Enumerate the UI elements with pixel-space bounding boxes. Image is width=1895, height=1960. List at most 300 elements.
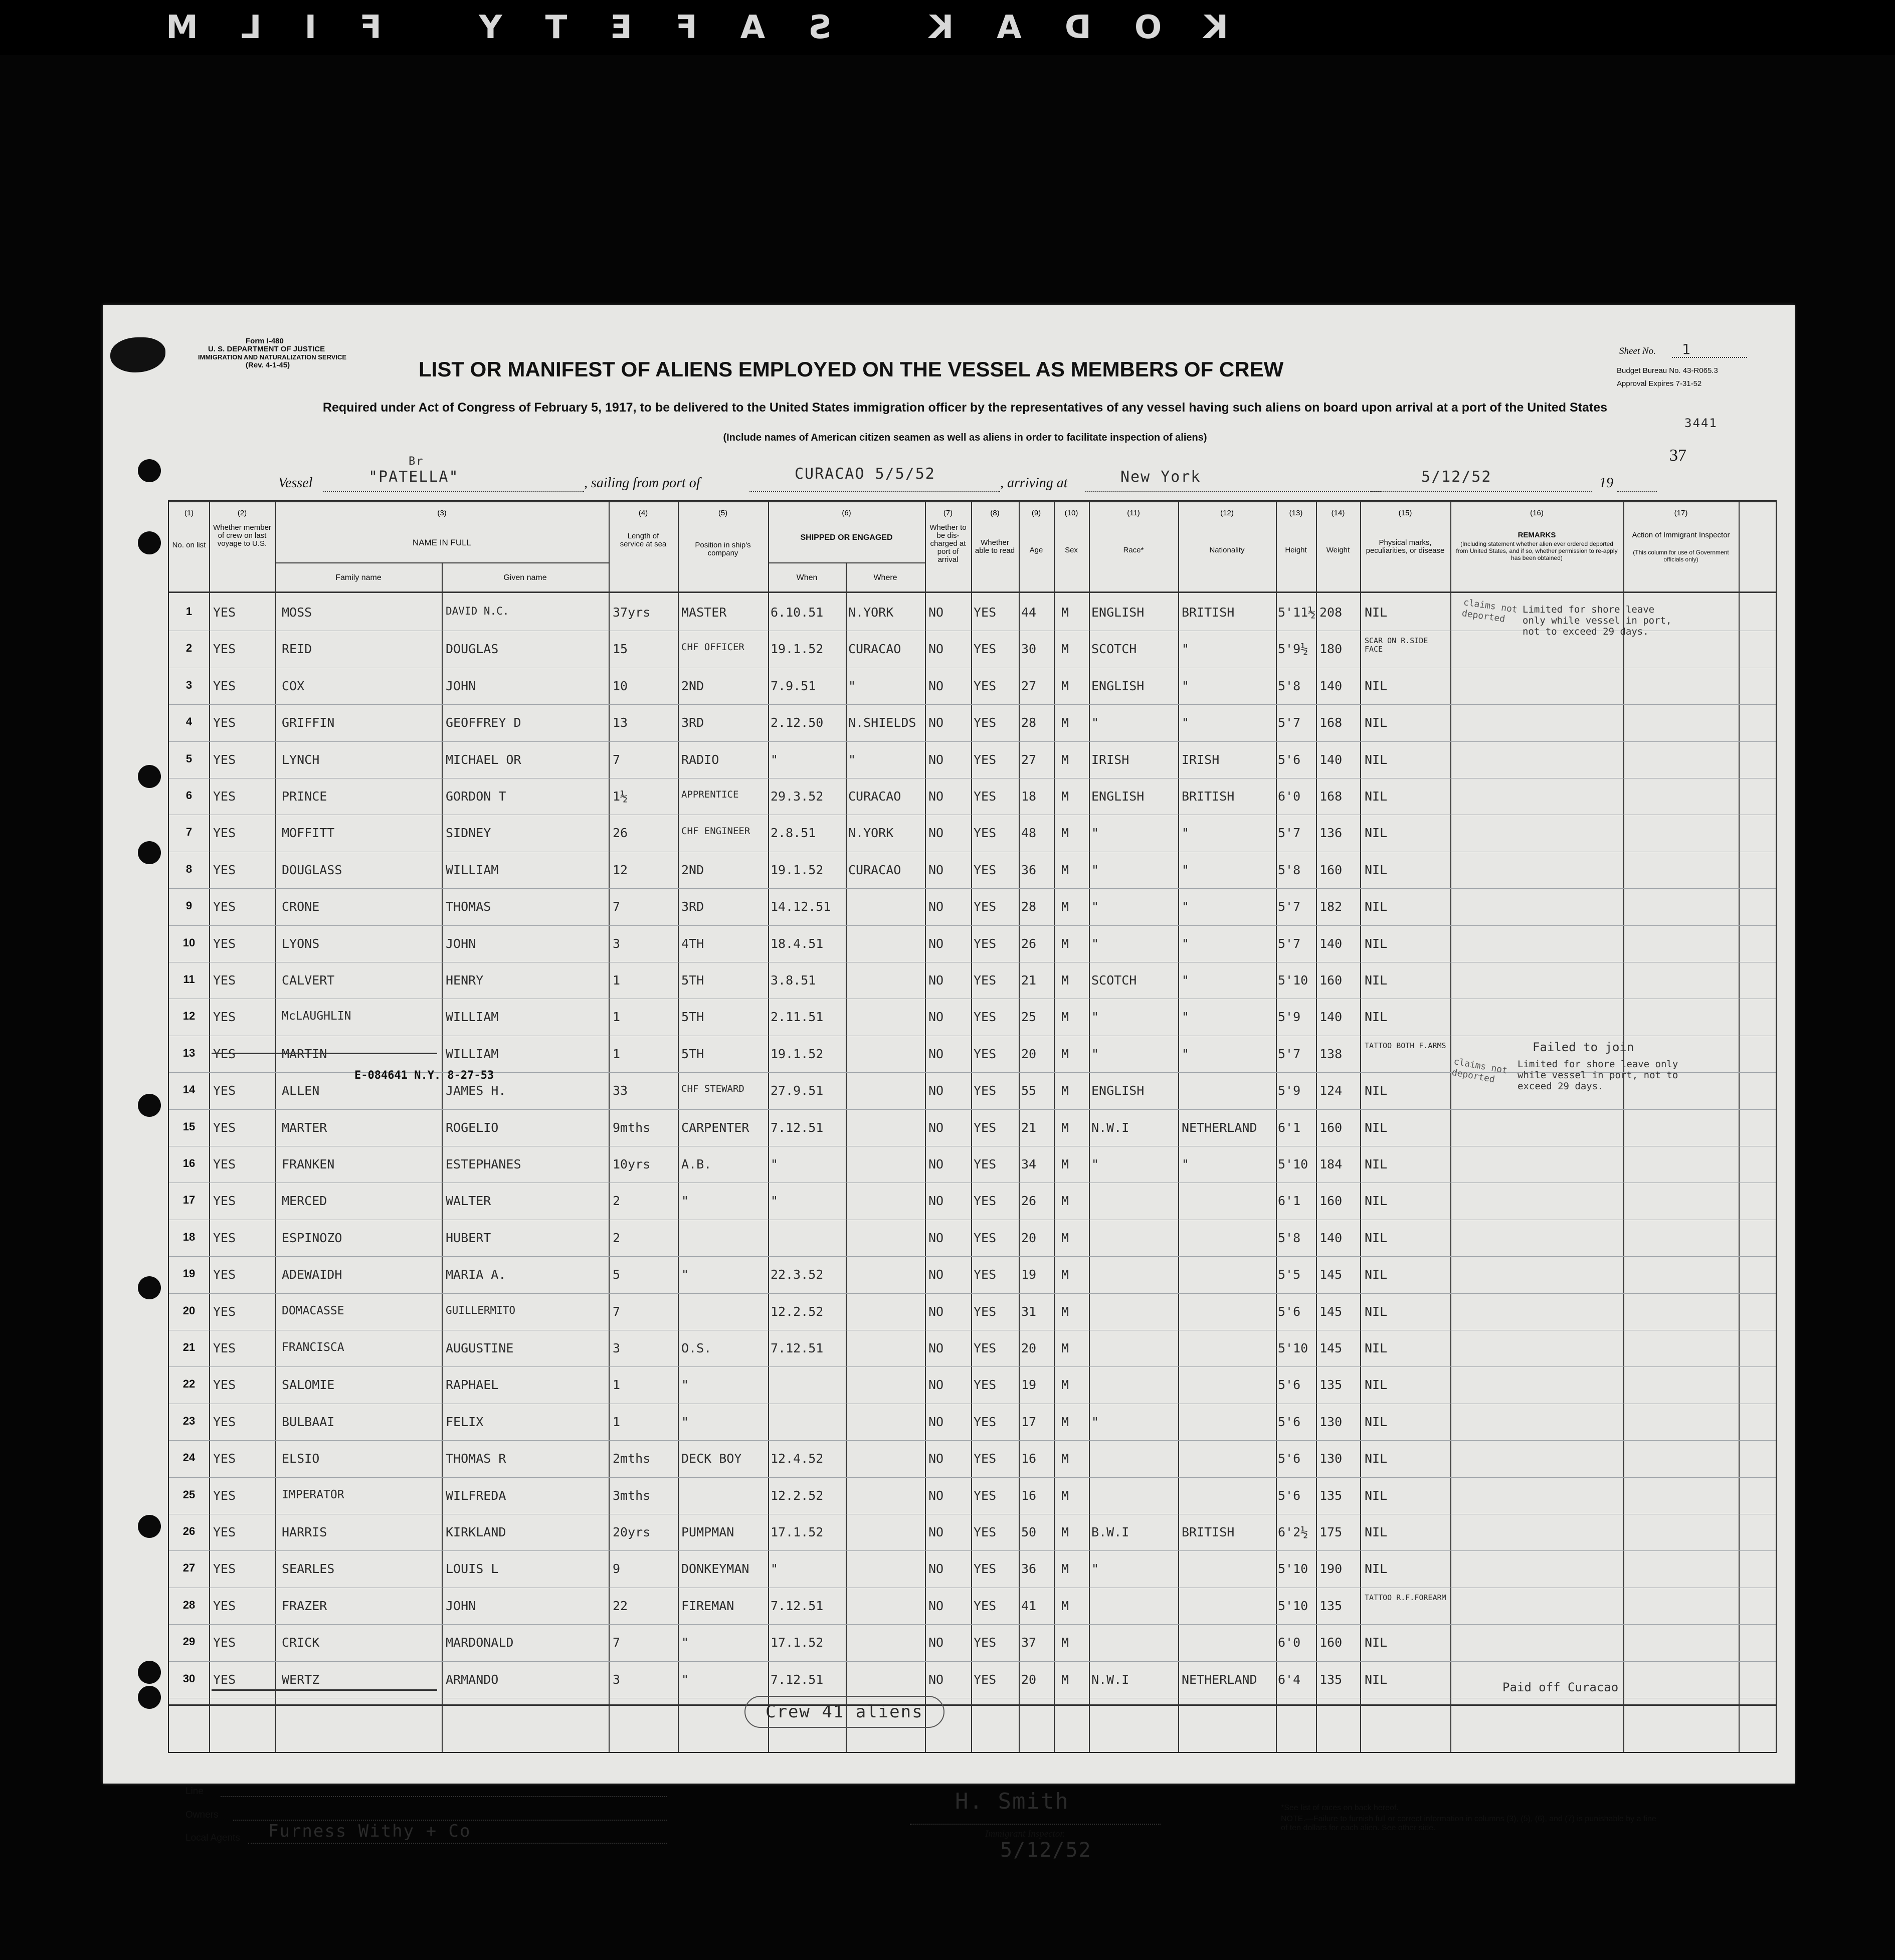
cell-read: YES xyxy=(974,862,997,877)
cell-race: " xyxy=(1091,826,1099,841)
cell-nationality: BRITISH xyxy=(1182,789,1235,804)
cell-weight: 138 xyxy=(1319,1046,1343,1061)
cell-service: 7 xyxy=(613,1635,621,1650)
cell-race: " xyxy=(1091,862,1099,877)
cell-read: YES xyxy=(974,826,997,841)
cell-prev-voyage: YES xyxy=(213,678,236,693)
cell-sex: M xyxy=(1061,1230,1069,1245)
sheet-number: 1 xyxy=(1682,341,1691,357)
row-rule xyxy=(169,1440,1776,1441)
cell-prev-voyage: YES xyxy=(213,1525,236,1539)
page-number: 37 xyxy=(1669,446,1686,465)
fine-note: NOTE.—Failure to furnish full or correct information in columns (3), (5), (6), and (7) is punishable by a fine of ten dollars for each alien. See other side. xyxy=(1281,1815,1656,1832)
row-number: 14 xyxy=(182,1083,196,1096)
cell-age: 30 xyxy=(1021,642,1037,657)
cell-height: 5'7 xyxy=(1278,1046,1301,1061)
cell-position: A.B. xyxy=(681,1157,712,1171)
approval-expires: Approval Expires 7-31-52 xyxy=(1617,379,1702,388)
cell-given-name: HENRY xyxy=(446,973,484,988)
row-rule xyxy=(169,1477,1776,1478)
col-num-5: (5) xyxy=(718,509,728,517)
cell-marks: NIL xyxy=(1365,1010,1388,1025)
row16-stamp: Limited for shore leave only while vessel in port, not to exceed 29 days. xyxy=(1518,1059,1678,1092)
cell-read: YES xyxy=(974,936,997,951)
cell-given-name: WILLIAM xyxy=(446,1046,499,1061)
cell-where: CURACAO xyxy=(848,862,901,877)
cell-age: 20 xyxy=(1021,1046,1037,1061)
col-header-position: Position in ship's company xyxy=(695,541,751,557)
cell-prev-voyage: YES xyxy=(213,752,236,767)
cell-height: 6'0 xyxy=(1278,1635,1301,1650)
cell-service: 12 xyxy=(613,862,628,877)
cell-marks: NIL xyxy=(1365,973,1388,988)
punch-hole xyxy=(138,459,161,482)
cell-marks: NIL xyxy=(1365,1083,1388,1098)
cell-marks: TATTOO R.F.FOREARM xyxy=(1365,1593,1446,1602)
cell-marks: NIL xyxy=(1365,1525,1388,1539)
cell-age: 21 xyxy=(1021,1120,1037,1135)
cell-service: 3 xyxy=(613,1341,621,1355)
cell-when: 14.12.51 xyxy=(771,899,831,914)
row-number: 30 xyxy=(182,1672,196,1685)
cell-prev-voyage: YES xyxy=(213,1304,236,1319)
cell-weight: 140 xyxy=(1319,936,1343,951)
cell-when: 22.3.52 xyxy=(771,1267,824,1282)
cell-age: 48 xyxy=(1021,826,1037,841)
cell-height: 5'6 xyxy=(1278,1378,1301,1393)
cell-height: 5'9½ xyxy=(1278,642,1308,657)
cell-sex: M xyxy=(1061,1120,1069,1135)
cell-weight: 160 xyxy=(1319,1194,1343,1209)
cell-race: " xyxy=(1091,1046,1099,1061)
cell-position: " xyxy=(681,1194,689,1209)
col-header-weight: Weight xyxy=(1326,546,1350,554)
cell-given-name: AUGUSTINE xyxy=(446,1341,514,1355)
cell-weight: 175 xyxy=(1319,1525,1343,1539)
cell-when: " xyxy=(771,752,779,767)
cell-position: PUMPMAN xyxy=(681,1525,734,1539)
row-number: 11 xyxy=(183,973,195,986)
cell-height: 5'10 xyxy=(1278,1341,1308,1355)
col-header-remarks-sub: (Including statement whether alien ever ordered deported from United States, and if so, whether permission to re-apply has been obtained) xyxy=(1456,540,1618,561)
film-edge xyxy=(0,0,1895,55)
cell-when: 7.9.51 xyxy=(771,678,816,693)
sailing-port: CURACAO 5/5/52 xyxy=(795,465,935,483)
cell-when: 27.9.51 xyxy=(771,1083,824,1098)
cell-read: YES xyxy=(974,1304,997,1319)
cell-marks: NIL xyxy=(1365,1230,1388,1245)
cell-marks: NIL xyxy=(1365,1120,1388,1135)
cell-read: YES xyxy=(974,1378,997,1393)
col-rule xyxy=(1450,501,1451,1752)
punch-hole xyxy=(138,1661,161,1684)
col-num-7: (7) xyxy=(943,509,953,517)
row-number: 5 xyxy=(185,752,193,765)
row-rule xyxy=(169,1624,1776,1625)
cell-service: 1 xyxy=(613,1046,621,1061)
cell-weight: 124 xyxy=(1319,1083,1343,1098)
cell-race: N.W.I xyxy=(1091,1120,1129,1135)
col-rule xyxy=(768,501,769,1752)
cell-nationality: " xyxy=(1182,1157,1190,1171)
cell-marks: NIL xyxy=(1365,1157,1388,1171)
cell-given-name: WILFREDA xyxy=(446,1488,506,1503)
cell-sex: M xyxy=(1061,1267,1069,1282)
cell-nationality: " xyxy=(1182,1046,1190,1061)
cell-given-name: KIRKLAND xyxy=(446,1525,506,1539)
cell-race: B.W.I xyxy=(1091,1525,1129,1539)
col-header-read: Whether able to read xyxy=(975,538,1015,555)
cell-when: 18.4.51 xyxy=(771,936,824,951)
row1-handnote: claims not deported xyxy=(1461,597,1519,625)
ink-blot xyxy=(110,337,165,372)
cell-nationality: " xyxy=(1182,973,1190,988)
col-header-service: Length of service at sea xyxy=(620,532,667,548)
cell-prev-voyage: YES xyxy=(213,973,236,988)
cell-where: " xyxy=(848,752,856,767)
cell-position: DONKEYMAN xyxy=(681,1561,749,1577)
cell-age: 31 xyxy=(1021,1304,1037,1319)
row-number: 9 xyxy=(185,899,193,912)
col-rule xyxy=(1276,501,1277,1752)
cell-read: YES xyxy=(974,1010,997,1025)
cell-given-name: THOMAS xyxy=(446,899,491,914)
cell-given-name: GEOFFREY D xyxy=(446,715,521,730)
cell-given-name: MICHAEL OR xyxy=(446,752,521,767)
cell-given-name: ESTEPHANES xyxy=(446,1157,521,1171)
cell-marks: NIL xyxy=(1365,1635,1388,1650)
cell-read: YES xyxy=(974,1157,997,1171)
cell-service: 3 xyxy=(613,1672,621,1687)
cell-nationality: " xyxy=(1182,715,1190,730)
row16-alien-number: E-084641 N.Y. 8-27-53 xyxy=(354,1069,494,1082)
cell-marks: SCAR ON R.SIDE FACE xyxy=(1365,637,1428,654)
cell-nationality: " xyxy=(1182,826,1190,841)
vessel-dots xyxy=(323,491,584,492)
cell-sex: M xyxy=(1061,1046,1069,1061)
cell-race: " xyxy=(1091,1414,1099,1429)
cell-height: 5'6 xyxy=(1278,1451,1301,1466)
cell-marks: NIL xyxy=(1365,1304,1388,1319)
inspector-date: 5/12/52 xyxy=(1000,1839,1092,1862)
cell-sex: M xyxy=(1061,973,1069,988)
cell-race: ENGLISH xyxy=(1091,789,1145,804)
cell-family-name: LYONS xyxy=(282,936,320,951)
cell-read: YES xyxy=(974,1451,997,1466)
cell-height: 5'11½ xyxy=(1278,605,1316,620)
cell-prev-voyage: YES xyxy=(213,1378,236,1393)
cell-height: 5'8 xyxy=(1278,862,1301,877)
cell-race: N.W.I xyxy=(1091,1672,1129,1687)
row-number: 16 xyxy=(182,1157,196,1169)
row-number: 7 xyxy=(185,826,193,839)
row-number: 24 xyxy=(182,1451,196,1464)
cell-service: 2 xyxy=(613,1230,621,1245)
col-header-action-sub: (This column for use of Government officials only) xyxy=(1633,549,1729,563)
cell-height: 5'7 xyxy=(1278,715,1301,730)
row-number: 3 xyxy=(185,678,193,691)
arrival-date: 5/12/52 xyxy=(1421,468,1492,486)
cell-service: 22 xyxy=(613,1598,628,1613)
cell-given-name: GUILLERMITO xyxy=(446,1304,516,1316)
cell-sex: M xyxy=(1061,1414,1069,1429)
cell-sex: M xyxy=(1061,1561,1069,1577)
cell-weight: 136 xyxy=(1319,826,1343,841)
col-rule xyxy=(925,501,926,1752)
cell-position: CHF STEWARD xyxy=(681,1083,744,1095)
cell-age: 26 xyxy=(1021,1194,1037,1209)
cell-nationality: " xyxy=(1182,642,1190,657)
row-rule xyxy=(169,704,1776,705)
sailing-dots xyxy=(749,491,1000,492)
col-rule xyxy=(1360,501,1361,1752)
cell-family-name: LYNCH xyxy=(282,752,320,767)
cell-sex: M xyxy=(1061,899,1069,914)
cell-weight: 184 xyxy=(1319,1157,1343,1171)
cell-sex: M xyxy=(1061,1378,1069,1393)
cell-family-name: ELSIO xyxy=(282,1451,320,1466)
cell-position: " xyxy=(681,1635,689,1650)
header-top-rule xyxy=(169,501,1776,502)
arriving-port: New York xyxy=(1120,468,1201,486)
cell-discharged: NO xyxy=(928,1304,944,1319)
col-header-shipped: SHIPPED OR ENGAGED xyxy=(800,533,893,542)
service: IMMIGRATION AND NATURALIZATION SERVICE xyxy=(198,353,347,361)
revision: (Rev. 4-1-45) xyxy=(246,361,290,369)
cell-position: CARPENTER xyxy=(681,1120,749,1135)
year-label: 19 xyxy=(1599,475,1613,491)
cell-read: YES xyxy=(974,1120,997,1135)
cell-family-name: FRAZER xyxy=(282,1598,327,1613)
cell-discharged: NO xyxy=(928,605,944,620)
row-number: 28 xyxy=(182,1598,196,1611)
col-rule xyxy=(1316,501,1317,1752)
cell-weight: 135 xyxy=(1319,1672,1343,1687)
col-num-13: (13) xyxy=(1289,509,1303,517)
department: U. S. DEPARTMENT OF JUSTICE xyxy=(208,345,325,353)
col-rule xyxy=(1623,501,1624,1752)
row30-strike xyxy=(212,1689,437,1691)
col-header-remarks: REMARKS xyxy=(1518,531,1556,539)
cell-discharged: NO xyxy=(928,1635,944,1650)
row-number: 19 xyxy=(182,1267,196,1280)
owners-dots xyxy=(233,1820,667,1821)
cell-service: 13 xyxy=(613,715,628,730)
cell-prev-voyage: YES xyxy=(213,1157,236,1171)
cell-read: YES xyxy=(974,1046,997,1061)
row-number: 20 xyxy=(182,1304,196,1317)
row-number: 13 xyxy=(182,1046,196,1059)
cell-discharged: NO xyxy=(928,1230,944,1245)
cell-given-name: ARMANDO xyxy=(446,1672,499,1687)
cell-race: " xyxy=(1091,899,1099,914)
inspector-label: Immigrant Inspector. xyxy=(985,1829,1065,1839)
cell-read: YES xyxy=(974,678,997,693)
cell-weight: 168 xyxy=(1319,715,1343,730)
cell-service: 1 xyxy=(613,973,621,988)
cell-prev-voyage: YES xyxy=(213,1598,236,1613)
cell-when: 17.1.52 xyxy=(771,1635,824,1650)
cell-sex: M xyxy=(1061,826,1069,841)
cell-discharged: NO xyxy=(928,899,944,914)
agents-dots xyxy=(248,1843,667,1844)
cell-race: SCOTCH xyxy=(1091,973,1137,988)
cell-discharged: NO xyxy=(928,1010,944,1025)
col-rule xyxy=(1089,501,1090,1752)
races-note: *See list of races on back hereof. xyxy=(1281,1804,1399,1812)
cell-position: " xyxy=(681,1672,689,1687)
cell-prev-voyage: YES xyxy=(213,642,236,657)
cell-family-name: ALLEN xyxy=(282,1083,320,1098)
cell-age: 20 xyxy=(1021,1230,1037,1245)
cell-height: 5'6 xyxy=(1278,1414,1301,1429)
cell-nationality: " xyxy=(1182,862,1190,877)
cell-service: 33 xyxy=(613,1083,628,1098)
row-number: 6 xyxy=(185,789,193,802)
cell-family-name: IMPERATOR xyxy=(282,1488,344,1501)
cell-position: 5TH xyxy=(681,1046,704,1061)
sheet-label: Sheet No. xyxy=(1619,346,1656,356)
cell-sex: M xyxy=(1061,936,1069,951)
cell-height: 5'6 xyxy=(1278,1488,1301,1503)
cell-marks: NIL xyxy=(1365,1341,1388,1355)
cell-service: 15 xyxy=(613,642,628,657)
col-num-12: (12) xyxy=(1220,509,1234,517)
punch-hole xyxy=(138,1094,161,1117)
cell-marks: NIL xyxy=(1365,1378,1388,1393)
cell-marks: NIL xyxy=(1365,715,1388,730)
cell-weight: 135 xyxy=(1319,1598,1343,1613)
cell-given-name: ROGELIO xyxy=(446,1120,499,1135)
cell-where: N.YORK xyxy=(848,605,894,620)
cell-nationality: BRITISH xyxy=(1182,1525,1235,1539)
cell-sex: M xyxy=(1061,678,1069,693)
cell-family-name: FRANKEN xyxy=(282,1157,335,1171)
row-rule xyxy=(169,1109,1776,1110)
cell-discharged: NO xyxy=(928,862,944,877)
col-rule xyxy=(1054,501,1055,1752)
cell-position: O.S. xyxy=(681,1341,712,1355)
cell-discharged: NO xyxy=(928,1672,944,1687)
col-num-17: (17) xyxy=(1674,509,1688,517)
cell-service: 20yrs xyxy=(613,1525,651,1539)
cell-given-name: DAVID N.C. xyxy=(446,605,509,617)
cell-weight: 190 xyxy=(1319,1561,1343,1577)
cell-sex: M xyxy=(1061,1635,1069,1650)
row16-handnote: claims not deported xyxy=(1451,1056,1508,1085)
row-number: 10 xyxy=(182,936,196,949)
form-number: Form I-480 xyxy=(246,337,284,345)
cell-discharged: NO xyxy=(928,1120,944,1135)
row-number: 23 xyxy=(182,1414,196,1427)
cell-weight: 160 xyxy=(1319,862,1343,877)
col-header-when: When xyxy=(796,573,818,582)
row-number: 15 xyxy=(182,1120,196,1133)
cell-sex: M xyxy=(1061,752,1069,767)
cell-nationality: " xyxy=(1182,1010,1190,1025)
row-number: 21 xyxy=(182,1341,196,1353)
cell-position: APPRENTICE xyxy=(681,789,739,800)
cell-sex: M xyxy=(1061,605,1069,620)
cell-read: YES xyxy=(974,1414,997,1429)
col-num-16: (16) xyxy=(1530,509,1544,517)
cell-prev-voyage: YES xyxy=(213,1083,236,1098)
inspector-signature: H. Smith xyxy=(955,1789,1069,1814)
cell-marks: NIL xyxy=(1365,678,1388,693)
cell-nationality: NETHERLAND xyxy=(1182,1120,1257,1135)
manifest-sheet xyxy=(103,305,1795,1862)
cell-age: 50 xyxy=(1021,1525,1037,1539)
cell-when: 19.1.52 xyxy=(771,862,824,877)
line-label: Line xyxy=(185,1786,204,1797)
cell-height: 5'7 xyxy=(1278,826,1301,841)
row-number: 2 xyxy=(185,642,193,655)
row-rule xyxy=(169,1293,1776,1294)
col-rule xyxy=(1178,501,1179,1752)
cell-discharged: NO xyxy=(928,1525,944,1539)
cell-discharged: NO xyxy=(928,715,944,730)
page-title: LIST OR MANIFEST OF ALIENS EMPLOYED ON THE VESSEL AS MEMBERS OF CREW xyxy=(419,357,1284,381)
row-number: 17 xyxy=(182,1194,196,1207)
cell-height: 5'9 xyxy=(1278,1083,1301,1098)
col-num-3: (3) xyxy=(437,509,447,517)
film-edge-text: KODAK SAFETY FILM xyxy=(123,9,1228,46)
crew-total: Crew 41 aliens xyxy=(744,1696,944,1728)
cell-position: 5TH xyxy=(681,1010,704,1025)
cell-discharged: NO xyxy=(928,1267,944,1282)
cell-weight: 140 xyxy=(1319,678,1343,693)
cell-prev-voyage: YES xyxy=(213,1010,236,1025)
row-number: 8 xyxy=(185,862,193,875)
cell-height: 5'5 xyxy=(1278,1267,1301,1282)
cell-height: 5'8 xyxy=(1278,678,1301,693)
cell-sex: M xyxy=(1061,1672,1069,1687)
col-header-action: Action of Immigrant Inspector xyxy=(1632,531,1730,539)
cell-prev-voyage: YES xyxy=(213,1267,236,1282)
cell-service: 7 xyxy=(613,752,621,767)
cell-service: 1 xyxy=(613,1010,621,1025)
cell-discharged: NO xyxy=(928,1157,944,1171)
cell-read: YES xyxy=(974,1083,997,1098)
cell-read: YES xyxy=(974,899,997,914)
cell-height: 5'10 xyxy=(1278,1561,1308,1577)
cell-weight: 130 xyxy=(1319,1451,1343,1466)
cell-prev-voyage: YES xyxy=(213,862,236,877)
cell-prev-voyage: YES xyxy=(213,1120,236,1135)
row15-strike xyxy=(212,1053,437,1054)
cell-prev-voyage: YES xyxy=(213,1046,236,1061)
crew-table xyxy=(168,500,1777,1753)
punch-hole xyxy=(138,531,161,554)
cell-when: 12.2.52 xyxy=(771,1488,824,1503)
cell-family-name: SEARLES xyxy=(282,1561,335,1577)
cell-when: 7.12.51 xyxy=(771,1598,824,1613)
cell-marks: NIL xyxy=(1365,1451,1388,1466)
punch-hole xyxy=(138,1276,161,1299)
cell-where: N.YORK xyxy=(848,826,894,841)
cell-height: 6'1 xyxy=(1278,1120,1301,1135)
cell-prev-voyage: YES xyxy=(213,1230,236,1245)
cell-prev-voyage: YES xyxy=(213,1672,236,1687)
cell-when: 12.4.52 xyxy=(771,1451,824,1466)
vessel-name: "PATELLA" xyxy=(368,468,459,486)
cell-discharged: NO xyxy=(928,1378,944,1393)
cell-given-name: WALTER xyxy=(446,1194,491,1209)
cell-marks: NIL xyxy=(1365,1561,1388,1577)
cell-family-name: MARTIN xyxy=(282,1046,327,1061)
cell-age: 19 xyxy=(1021,1267,1037,1282)
cell-when: 7.12.51 xyxy=(771,1341,824,1355)
